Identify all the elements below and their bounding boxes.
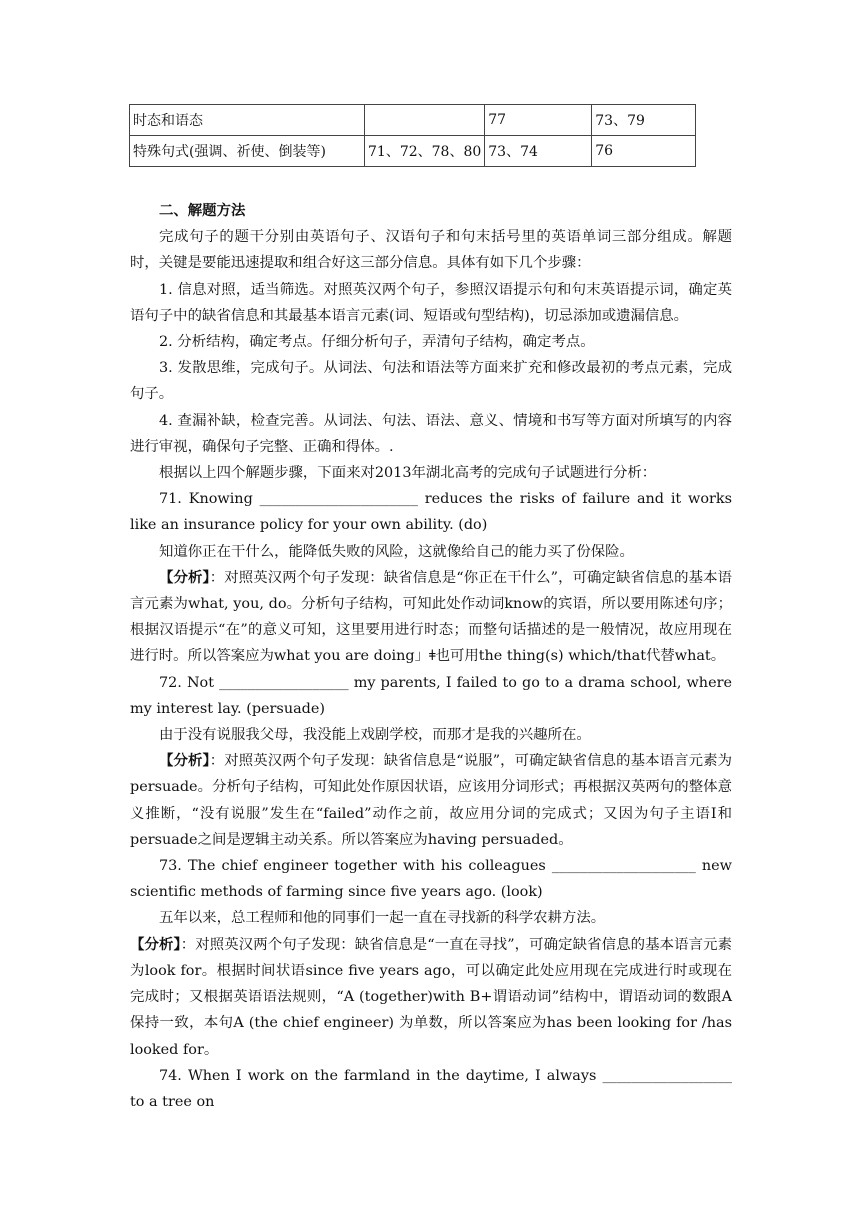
intro-paragraph: 完成句子的题干分别由英语句子、汉语句子和句末括号里的英语单词三部分组成。解题时，关键是要能迅速提取和组合好这三部分信息。具体有如下几个步骤： <box>130 229 732 272</box>
step-paragraph: 3. 发散思维，完成句子。从词法、句法和语法等方面来扩充和修改最初的考点元素，完成句子。 <box>130 360 732 403</box>
analysis-label: 【分析】 <box>159 568 210 586</box>
question-english: 73. The chief engineer together with his colleagues ____________________ new scientific methods of farming since five years ago. (look) <box>130 858 732 901</box>
question-type-table <box>129 104 696 167</box>
analysis-label: 【分析】 <box>159 752 210 770</box>
analysis-text: ：对照英汉两个句子发现：缺省信息是“说服”，可确定缺省信息的基本语言元素为persuade。分析句子结构，可知此处作原因状语，应该用分词形式；再根据汉英两句的整体意义推断，“没有说服”发生在“failed”动作之前，故应用分词的完成式；又因为句子主语I和persuade之间是逻辑主动关系。所以答案应为having persuaded。 <box>130 753 732 848</box>
table-cell <box>365 105 485 136</box>
step-paragraph: 1. 信息对照，适当筛选。对照英汉两个句子，参照汉语提示句和句末英语提示词，确定英语句子中的缺省信息和其最基本语言元素(词、短语或句型结构)，切忌添加或遗漏信息。 <box>130 281 732 324</box>
question-english: 71. Knowing ______________________ reduces the risks of failure and it works like an insurance policy for your own ability. (do) <box>130 491 732 534</box>
question-english: 72. Not __________________ my parents, I failed to go to a drama school, where my interest lay. (persuade) <box>130 674 732 717</box>
analysis-paragraph <box>130 932 732 1063</box>
analysis-label: 【分析】 <box>130 935 181 953</box>
table-row <box>130 136 696 167</box>
question-chinese: 知道你正在干什么，能降低失败的风险，这就像给自己的能力买了份保险。 <box>159 543 634 560</box>
section-title: 二、解题方法 <box>159 202 246 219</box>
lead-paragraph: 根据以上四个解题步骤，下面来对2013年湖北高考的完成句子试题进行分析： <box>159 465 657 482</box>
table-cell: 73、74 <box>485 136 592 167</box>
question-chinese: 五年以来，总工程师和他的同事们一起一直在寻找新的科学农耕方法。 <box>159 910 606 927</box>
analysis-paragraph <box>130 748 732 853</box>
document-body <box>130 198 732 1115</box>
question-chinese: 由于没有说服我父母，我没能上戏剧学校，而那才是我的兴趣所在。 <box>159 727 591 744</box>
step-paragraph: 4. 查漏补缺，检查完善。从词法、句法、语法、意义、情境和书写等方面对所填写的内容进行审视，确保句子完整、正确和得体。. <box>130 412 732 455</box>
table-cell: 特殊句式(强调、祈使、倒装等) <box>130 136 365 167</box>
table-row <box>130 105 696 136</box>
question-english: 74. When I work on the farmland in the daytime, I always __________________ to a tree on <box>130 1067 732 1110</box>
analysis-text: ：对照英汉两个句子发现：缺省信息是“你正在干什么”，可确定缺省信息的基本语言元素为what, you, do。分析句子结构，可知此处作动词know的宾语，所以要用陈述句序；根据汉语提示“在”的意义可知，这里要用进行时态；而整句话描述的是一般情况，故应用现在进行时。所以答案应为what you are doing」ǂ也可用the thing(s) which/that代替what。 <box>130 569 732 665</box>
step-paragraph: 2. 分析结构，确定考点。仔细分析句子，弄清句子结构，确定考点。 <box>159 334 595 351</box>
table-cell: 71、72、78、80 <box>365 136 485 167</box>
table-cell: 76 <box>592 136 696 167</box>
table-cell: 时态和语态 <box>130 105 365 136</box>
table-cell: 73、79 <box>592 105 696 136</box>
analysis-text: ：对照英汉两个句子发现：缺省信息是“一直在寻找”，可确定缺省信息的基本语言元素为look for。根据时间状语since five years ago，可以确定此处应用现在完成进行时或现在完成时；又根据英语语法规则，“A (together)with B+谓语动词”结构中，谓语动词的数跟A保持一致，本句A (the chief engineer) 为单数，所以答案应为has been looking for /has looked for。 <box>130 936 733 1058</box>
analysis-paragraph <box>130 565 732 670</box>
table-cell: 77 <box>485 105 592 136</box>
